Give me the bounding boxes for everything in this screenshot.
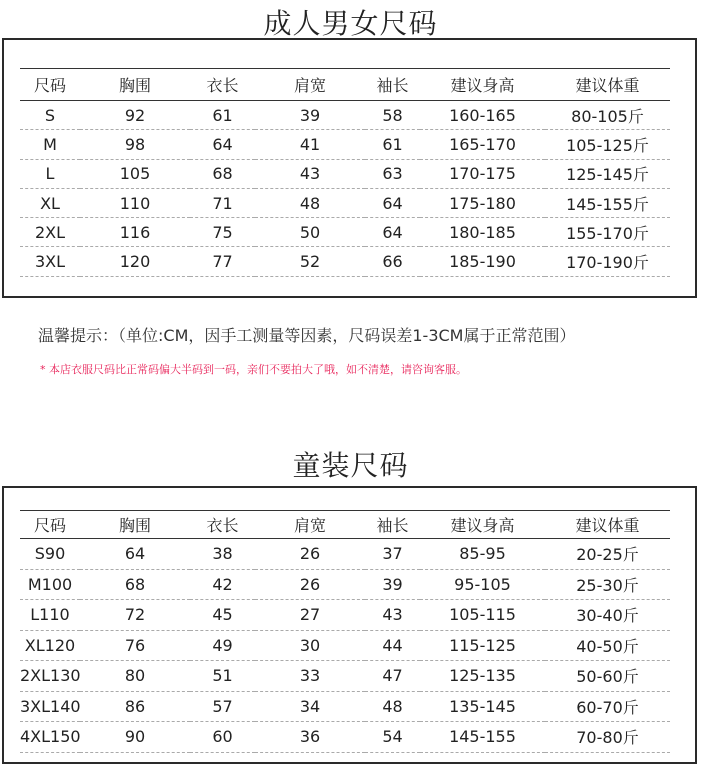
table-cell: 185-190 <box>449 252 516 272</box>
table-cell: 105-115 <box>449 605 516 625</box>
table-cell: 80-105斤 <box>571 106 644 126</box>
column-header: 尺码 <box>33 76 66 95</box>
table-cell: 145-155 <box>449 727 516 747</box>
table-cell: 105-125斤 <box>566 135 649 155</box>
table-cell: 30 <box>299 635 321 655</box>
table-row <box>20 600 670 631</box>
table-cell: 116 <box>119 222 151 242</box>
table-cell: 90 <box>124 727 146 747</box>
table-cell: 68 <box>124 574 146 594</box>
table-cell: 66 <box>382 252 403 272</box>
column-header: 建议体重 <box>575 76 640 95</box>
table-cell: 25-30斤 <box>576 575 639 595</box>
column-header: 衣长 <box>206 516 239 535</box>
column-header: 建议身高 <box>450 76 515 95</box>
table-cell: S <box>44 105 56 125</box>
table-cell: 95-105 <box>454 574 511 594</box>
table-cell: 48 <box>382 696 403 716</box>
table-cell: L110 <box>30 605 70 625</box>
table-cell: 2XL130 <box>20 666 81 686</box>
table-cell: 51 <box>212 666 233 686</box>
table-cell: 40-50斤 <box>576 636 639 656</box>
table-row <box>20 247 670 276</box>
size-tips: 温馨提示：（单位:CM，因手工测量等因素，尺码误差1-3CM属于正常范围） <box>38 326 576 345</box>
table-cell: S90 <box>34 544 66 564</box>
column-header: 肩宽 <box>293 516 326 535</box>
table-cell: 57 <box>212 696 233 716</box>
table-cell: 47 <box>382 666 403 686</box>
table-cell: L <box>45 164 55 184</box>
table-cell: 71 <box>212 193 233 213</box>
table-cell: 52 <box>299 252 321 272</box>
table-row <box>20 539 670 570</box>
adult-size-table <box>20 68 670 277</box>
table-cell: 160-165 <box>449 105 516 125</box>
table-cell: 77 <box>212 252 233 272</box>
table-row <box>20 722 670 753</box>
table-cell: XL <box>40 193 60 213</box>
table-cell: 39 <box>382 574 403 594</box>
table-cell: XL120 <box>24 635 76 655</box>
table-cell: 170-175 <box>449 164 516 184</box>
kids-size-title: 童装尺码 <box>292 449 409 482</box>
table-cell: 98 <box>124 134 146 154</box>
table-cell: 33 <box>299 666 321 686</box>
table-cell: 26 <box>299 574 321 594</box>
table-cell: 125-135 <box>449 666 516 686</box>
table-cell: 37 <box>382 544 403 564</box>
table-cell: 54 <box>382 727 403 747</box>
table-cell: 26 <box>299 544 321 564</box>
table-row <box>20 691 670 722</box>
table-cell: M <box>43 134 57 154</box>
column-header: 袖长 <box>376 76 409 95</box>
table-cell: 135-145 <box>449 696 516 716</box>
table-row <box>20 630 670 661</box>
table-cell: 34 <box>299 696 321 716</box>
table-cell: 60-70斤 <box>576 697 639 717</box>
table-cell: 30-40斤 <box>576 606 639 626</box>
table-cell: 145-155斤 <box>566 194 649 214</box>
table-cell: 4XL150 <box>20 727 81 747</box>
table-row <box>20 130 670 159</box>
table-cell: 48 <box>299 193 321 213</box>
table-cell: 155-170斤 <box>566 223 649 243</box>
table-row <box>20 661 670 692</box>
table-cell: 50 <box>299 222 321 242</box>
table-header-row <box>20 69 670 101</box>
table-cell: 125-145斤 <box>566 165 649 185</box>
table-cell: 120 <box>119 252 151 272</box>
table-row <box>20 188 670 217</box>
table-cell: 64 <box>382 222 403 242</box>
table-cell: 42 <box>212 574 233 594</box>
column-header: 袖长 <box>376 516 409 535</box>
kids-size-table <box>20 510 670 753</box>
table-cell: 44 <box>382 635 403 655</box>
table-cell: 20-25斤 <box>576 545 639 565</box>
table-cell: 110 <box>119 193 151 213</box>
table-cell: 115-125 <box>449 635 516 655</box>
column-header: 胸围 <box>118 516 151 535</box>
table-cell: 175-180 <box>449 193 516 213</box>
table-cell: 36 <box>299 727 321 747</box>
table-cell: 68 <box>212 164 233 184</box>
table-cell: 72 <box>124 605 146 625</box>
table-cell: 180-185 <box>449 222 516 242</box>
table-cell: 43 <box>382 605 403 625</box>
table-cell: 61 <box>212 105 233 125</box>
table-cell: 60 <box>212 727 233 747</box>
table-cell: 76 <box>124 635 146 655</box>
table-cell: 63 <box>382 164 403 184</box>
table-cell: 80 <box>124 666 146 686</box>
table-cell: 85-95 <box>459 544 506 564</box>
table-cell: 70-80斤 <box>576 728 639 748</box>
table-cell: 92 <box>124 105 146 125</box>
table-row <box>20 101 670 130</box>
table-cell: 39 <box>299 105 321 125</box>
table-row <box>20 159 670 188</box>
table-cell: 64 <box>124 544 146 564</box>
table-cell: 86 <box>124 696 146 716</box>
table-cell: M100 <box>27 574 73 594</box>
table-cell: 64 <box>382 193 403 213</box>
table-cell: 43 <box>299 164 321 184</box>
table-cell: 41 <box>299 134 321 154</box>
table-row <box>20 218 670 247</box>
table-cell: 75 <box>212 222 233 242</box>
table-cell: 3XL <box>34 252 66 272</box>
table-cell: 105 <box>119 164 151 184</box>
table-cell: 165-170 <box>449 134 516 154</box>
column-header: 衣长 <box>206 76 239 95</box>
table-cell: 2XL <box>34 222 66 242</box>
table-cell: 38 <box>212 544 233 564</box>
table-row <box>20 569 670 600</box>
table-cell: 170-190斤 <box>566 253 649 273</box>
column-header: 胸围 <box>118 76 151 95</box>
size-note: * 本店衣服尺码比正常码偏大半码到一码，亲们不要拍大了哦，如不清楚，请咨询客服。 <box>40 363 467 376</box>
table-cell: 50-60斤 <box>576 667 639 687</box>
table-cell: 61 <box>382 134 403 154</box>
column-header: 建议身高 <box>450 516 515 535</box>
column-header: 肩宽 <box>293 76 326 95</box>
column-header: 建议体重 <box>575 516 640 535</box>
table-header-row <box>20 511 670 539</box>
adult-size-title: 成人男女尺码 <box>263 7 438 40</box>
table-cell: 58 <box>382 105 403 125</box>
table-cell: 49 <box>212 635 233 655</box>
table-cell: 45 <box>212 605 233 625</box>
table-cell: 3XL140 <box>20 696 81 716</box>
table-cell: 64 <box>212 134 233 154</box>
column-header: 尺码 <box>33 516 66 535</box>
table-cell: 27 <box>299 605 321 625</box>
